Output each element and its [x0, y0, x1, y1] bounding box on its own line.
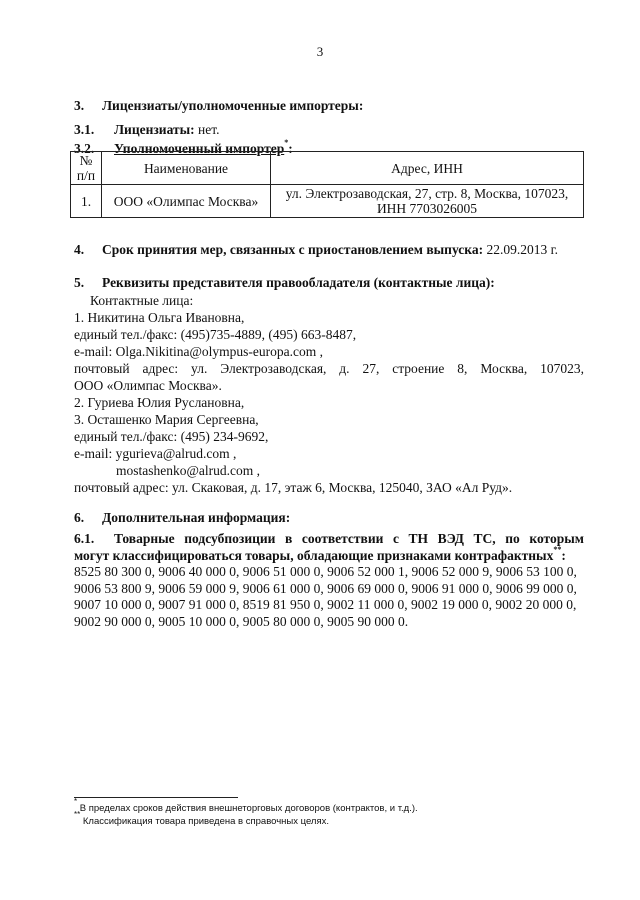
footnote-2: [74, 809, 330, 827]
codes-line: 8525 80 300 0, 9006 40 000 0, 9006 51 000 0, 9006 52 000 1, 9006 52 000 9, 9006 53 100 0,: [74, 564, 577, 579]
section-5-title: Реквизиты представителя правообладателя (контактные лица):: [102, 275, 495, 290]
contact-1-phone: единый тел./факс: (495)735-4889, (495) 663-8487,: [74, 327, 357, 342]
contact-1-name: 1. Никитина Ольга Ивановна,: [74, 310, 245, 325]
contact-1-address: почтовый адрес: ул. Электрозаводская, д. 27, строение 8, Москва, 107023,: [74, 361, 584, 376]
footnote-mark-1: *: [284, 137, 289, 147]
contact-3-email: e-mail: ygurieva@alrud.com ,: [74, 446, 237, 461]
footnote-2-mark: **: [74, 809, 81, 819]
section-3-heading: [74, 98, 363, 114]
contact-3-email-2: mostashenko@alrud.com ,: [116, 463, 261, 478]
tariff-codes: [74, 564, 586, 630]
header-number-line2: п/п: [76, 168, 96, 183]
contact-3-phone: единый тел./факс: (495) 234-9692,: [74, 429, 269, 444]
footnote-1-mark: *: [74, 796, 78, 806]
row-name: ООО «Олимпас Москва»: [102, 185, 271, 218]
contact-3-address: почтовый адрес: ул. Скаковая, д. 17, этаж 6, Москва, 125040, ЗАО «Ал Руд».: [74, 480, 513, 495]
contact-3-name: 3. Осташенко Мария Сергеевна,: [74, 412, 259, 427]
section-4-date: 22.09.2013 г.: [483, 242, 559, 257]
header-number-line1: №: [79, 153, 93, 168]
row-address-line1: ул. Электрозаводская, 27, стр. 8, Москва, 107023,: [285, 186, 569, 201]
table-header-row: [71, 152, 584, 185]
importer-label: Уполномоченный импортер: [114, 141, 285, 156]
section-3-title: Лицензиаты/уполномоченные импортеры:: [102, 98, 364, 113]
section-6-1-text1: Товарные подсубпозиции в соответствии с ТН ВЭД ТС, по которым: [114, 531, 584, 546]
section-6-1-line2: [74, 544, 584, 564]
page-number: 3: [316, 44, 324, 59]
section-3-1-number: 3.1.: [74, 122, 95, 137]
section-3-2-number: 3.2.: [74, 141, 95, 156]
table-row: [71, 185, 584, 218]
section-6-number: 6.: [74, 510, 85, 525]
section-3-1: [74, 122, 220, 138]
licensees-label: Лицензиаты:: [114, 122, 195, 137]
row-address: [271, 185, 584, 218]
contact-2-name: 2. Гуриева Юлия Руслановна,: [74, 395, 245, 410]
section-4: [74, 242, 558, 258]
section-4-text: Срок принятия мер, связанных с приостановлением выпуска:: [102, 242, 484, 257]
footnote-2-text: Классификация товара приведена в справочных целях.: [80, 816, 330, 827]
section-5-number: 5.: [74, 275, 85, 290]
licensees-value: нет.: [194, 122, 220, 137]
section-6-1-number: 6.1.: [74, 531, 95, 546]
header-address: Адрес, ИНН: [271, 152, 584, 185]
footnote-1-text: В пределах сроков действия внешнеторговых договоров (контрактов, и т.д.).: [77, 803, 418, 814]
contact-1-company: ООО «Олимпас Москва».: [74, 378, 222, 393]
section-6-heading: [74, 510, 290, 526]
section-5-heading: [74, 275, 495, 291]
footnote-divider: [74, 797, 238, 798]
section-6-1-text2: могут классифицироваться товары, обладающие признаками контрафактных: [74, 548, 554, 563]
section-3-number: 3.: [74, 98, 85, 113]
codes-line: 9007 10 000 0, 9007 91 000 0, 8519 81 950 0, 9002 11 000 0, 9002 19 000 0, 9002 20 000 0,: [74, 597, 577, 612]
section-6-1-colon: :: [561, 548, 566, 563]
section-4-number: 4.: [74, 242, 85, 257]
footnote-1: [74, 796, 418, 814]
footnote-mark-2: **: [553, 544, 562, 554]
section-6-title: Дополнительная информация:: [102, 510, 291, 525]
header-number: [71, 152, 102, 185]
section-6-1-line1: [74, 531, 584, 547]
header-name: Наименование: [102, 152, 271, 185]
contacts-block: [74, 292, 584, 496]
row-number: 1.: [71, 185, 102, 218]
codes-line: 9002 90 000 0, 9005 10 000 0, 9005 80 000 0, 9005 90 000 0.: [74, 613, 409, 629]
codes-line: 9006 53 800 9, 9006 59 000 9, 9006 61 000 0, 9006 69 000 0, 9006 91 000 0, 9006 99 000 0,: [74, 580, 577, 596]
section-6-1: [74, 531, 584, 564]
importer-colon: :: [288, 141, 293, 156]
contacts-label: Контактные лица:: [90, 293, 194, 308]
row-address-line2: ИНН 7703026005: [376, 201, 478, 216]
importer-table: [70, 151, 584, 218]
contact-1-email: e-mail: Olga.Nikitina@olympus-europa.com ,: [74, 344, 323, 359]
